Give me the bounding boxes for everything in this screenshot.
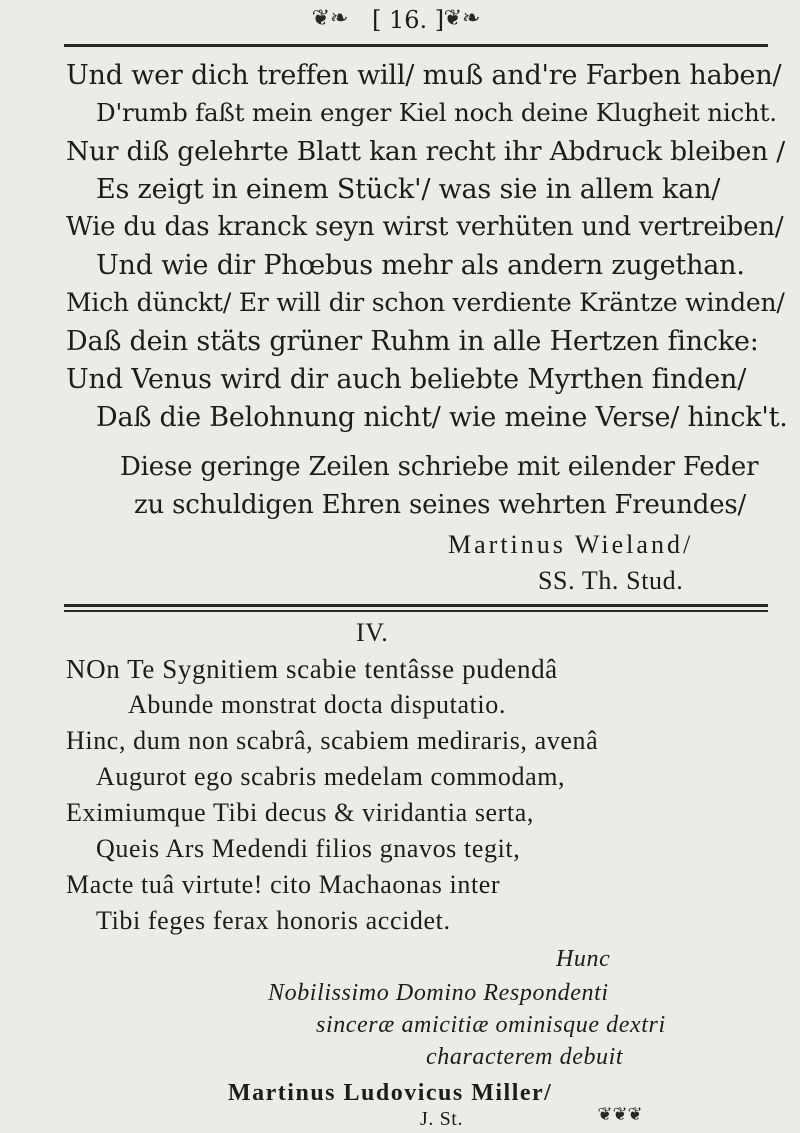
signature-title: J. St.: [420, 1108, 464, 1130]
poem-line: D'rumb faßt mein enger Kiel noch deine Klugheit nicht.: [96, 98, 777, 127]
dedication-line: zu schuldigen Ehren seines wehrten Freundes/: [134, 490, 747, 520]
poem-line: Mich dünckt/ Er will dir schon verdiente Kräntze winden/: [66, 288, 785, 317]
signature-name: Martinus Ludovicus Miller/: [228, 1080, 553, 1106]
dedication-line: Diese geringe Zeilen schriebe mit eilender Feder: [120, 452, 759, 482]
poem-line: Macte tuâ virtute! cito Machaonas inter: [66, 870, 501, 899]
poem-line: Es zeigt in einem Stück'/ was sie in allem kan/: [96, 174, 721, 205]
poem-line: Augurot ego scabris medelam commodam,: [96, 762, 566, 791]
dedication-line: Nobilissimo Domino Respondenti: [268, 980, 609, 1006]
section-divider: [64, 604, 768, 607]
poem-line: Hinc, dum non scabrâ, scabiem mediraris, avenâ: [66, 726, 599, 755]
poem-line: Daß dein stäts grüner Ruhm in alle Hertzen fincke:: [66, 326, 759, 357]
page-number: [ 16. ]: [372, 6, 445, 34]
poem-line: Wie du das kranck seyn wirst verhüten und vertreiben/: [66, 212, 784, 242]
dedication-line: characterem debuit: [426, 1044, 624, 1070]
poem-line: Und wer dich treffen will/ muß and're Farben haben/: [66, 60, 782, 91]
header-ornament-left: ❦❧: [311, 6, 349, 31]
tailpiece-ornament: ❦❦❦: [597, 1104, 643, 1125]
poem-line: Und wie dir Phœbus mehr als andern zugethan.: [96, 250, 745, 281]
section-divider-inner: [64, 610, 768, 612]
poem-line: Queis Ars Medendi filios gnavos tegit,: [96, 834, 521, 863]
poem-line: NOn Te Sygnitiem scabie tentâsse pudendâ: [66, 654, 558, 684]
signature-name: Martinus Wieland/: [448, 530, 694, 559]
section-numeral: IV.: [356, 618, 389, 647]
poem-line: Daß die Belohnung nicht/ wie meine Verse/ hinck't.: [96, 402, 788, 433]
poem-line: Nur diß gelehrte Blatt kan recht ihr Abdruck bleiben /: [66, 136, 785, 167]
poem-line: Eximiumque Tibi decus & viridantia serta,: [66, 798, 534, 827]
header-ornament-right: ❦❧: [443, 6, 481, 31]
poem-line: Tibi feges ferax honoris accidet.: [96, 906, 451, 935]
signature-title: SS. Th. Stud.: [538, 566, 684, 595]
top-rule: [64, 44, 768, 47]
dedication-line: sinceræ amicitiæ ominisque dextri: [316, 1012, 666, 1038]
poem-line: Abunde monstrat docta disputatio.: [128, 690, 506, 719]
poem-line: Und Venus wird dir auch beliebte Myrthen finden/: [66, 364, 747, 395]
dedication-line: Hunc: [556, 946, 611, 972]
